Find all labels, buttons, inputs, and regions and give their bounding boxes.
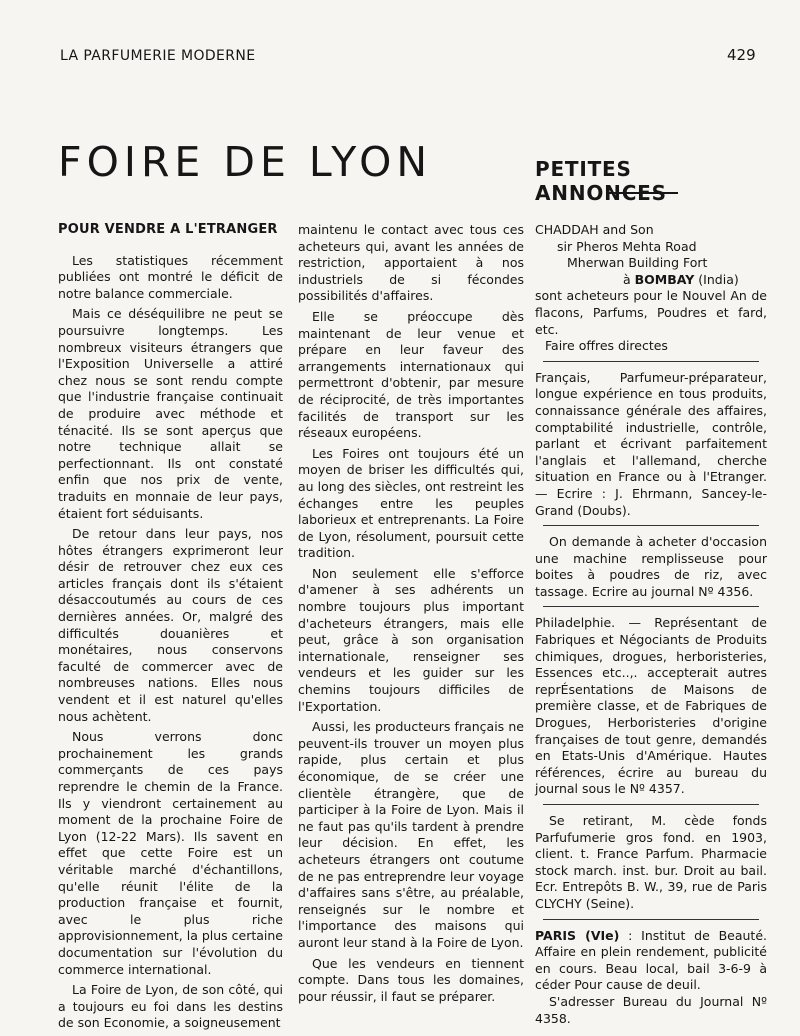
ad-philadelphie: Philadelphie. — Représentant de Fabriques et Négociants de Produits chimiques, drogues, herboristeries, Essences etc..,. accepterait autres reprÉsentations de Maisons de première classe, et de Fabriques de Drogues, Herboristeries d'origine françaises de tout genre, demandés en Etats-Unis d'Amérique. Hautes références, écrire au bureau du journal sous le Nº 4357.	[535, 615, 767, 797]
ad-chaddah	[535, 222, 767, 355]
ad-retirant: Se retirant, M. cède fonds Parfufumerie gros fond. en 1903, client. t. France Parfum. Pharmacie stock march. inst. bur. Droit au bail. Ecr. Entrepôts B. W., 39, rue de Paris CLYCHY (Seine).	[535, 813, 767, 911]
article-paragraph: De retour dans leur pays, nos hôtes étrangers exprimeront leur désir de retrouver chez eux ces articles français dont ils s'étaient désaccoutumés au cours de ces dernières années. Or, malgré des difficultés douanières et monétaires, nous conservons faculté de commercer avec de nombreuses nations. Elles nous vendent et il est naturel qu'elles nous achètent.	[58, 526, 283, 724]
article-heading: POUR VENDRE A L'ETRANGER	[58, 222, 278, 237]
article-paragraph: Que les vendeurs en tiennent compte. Dans tous les domaines, pour réussir, il faut se préparer.	[298, 955, 524, 1004]
ad-chaddah-line1: CHADDAH and Son	[535, 222, 654, 237]
article-paragraph: Les statistiques récemment publiées ont montré le déficit de notre balance commerciale.	[58, 252, 283, 301]
ad-paris	[535, 928, 767, 994]
ad-chaddah-city: BOMBAY	[634, 271, 695, 287]
page-number: 429	[727, 46, 756, 64]
ad-paris-footer: S'adresser Bureau du Journal Nº 4358.	[535, 993, 767, 1026]
main-title: FOIRE DE LYON	[58, 138, 433, 186]
ad-machine: On demande à acheter d'occasion une machine remplisseuse pour boites à poudres de riz, avec tassage. Ecrire au journal Nº 4356.	[535, 534, 767, 599]
ad-divider	[543, 804, 759, 805]
ad-francais: Français, Parfumeur-préparateur, longue expérience en tous produits, connaissance générale des affaires, comptabilité industrielle, contrôle, parlant et écrivant parfaitement l'anglais et l'allemand, cherche situation en France ou à l'Etranger. — Ecrire : J. Ehrmann, Sancey-le-Grand (Doubs).	[535, 369, 767, 518]
article-paragraph: Non seulement elle s'efforce d'amener à ses adhérents un nombre toujours plus important d'acheteurs étrangers, mais elle peut, grâce à son organisation internationale, renseigner ses vendeurs et les guider sur les chemins toujours difficiles de l'Exportation.	[298, 565, 524, 714]
article-paragraph: Nous verrons donc prochainement les grands commerçants de ces pays reprendre le chemin de la France. Ils y viendront certainement au moment de la prochaine Foire de Lyon (12-22 Mars). Ils savent en effet que cette Foire est un véritable marché d'échantillons, qu'elle réunit l'élite de la production française et fournit, avec le plus riche approvisionnement, la plus certaine documentation sur l'évolution du commerce international.	[58, 729, 283, 977]
article-column-1	[58, 222, 283, 1036]
article-paragraph: Mais ce déséquilibre ne peut se poursuivre longtemps. Les nombreux visiteurs étrangers que l'Exposition Universelle a attiré chez nous se sont rendu compte que l'industrie française continuait de produire avec méthode et ténacité. Ils se sont aperçus que notre technique allait se perfectionnant. Ils ont constaté enfin que nos prix de vente, traduits en monnaie de leur pays, étaient fort séduisants.	[58, 306, 283, 521]
title-rule	[608, 192, 678, 194]
article-paragraph: maintenu le contact avec tous ces acheteurs qui, avant les années de restriction, apportaient à nos industriels de si fécondes possibilités d'affaires.	[298, 222, 524, 304]
ad-divider	[543, 361, 759, 362]
ad-chaddah-footer: Faire offres directes	[545, 338, 668, 354]
article-paragraph: Elle se préoccupe dès maintenant de leur venue et prépare en leur faveur des arrangements internationaux qui permettront d'obtenir, par mesure de réciprocité, de très importantes facilités de transport sur les réseaux européens.	[298, 308, 524, 441]
article-paragraph: Aussi, les producteurs français ne peuvent-ils trouver un moyen plus rapide, plus certain et plus économique, de se créer une clientèle étrangère, que de participer à la Foire de Lyon. Mais il ne faut pas qu'ils tardent à prendre leur décision. En effet, les acheteurs étrangers ont coutume de ne pas entreprendre leur voyage d'affaires sans s'être, au préalable, renseignés sur le nombre et l'importance des maisons qui auront leur stand à la Foire de Lyon.	[298, 719, 524, 950]
ad-chaddah-line3: Mherwan Building Fort	[567, 255, 708, 271]
article-paragraph: La Foire de Lyon, de son côté, qui a toujours eu foi dans les destins de son Economie, a soigneusement	[58, 982, 283, 1031]
ad-divider	[543, 919, 759, 920]
classifieds-column	[535, 222, 767, 1027]
ad-chaddah-body: sont acheteurs pour le Nouvel An de flacons, Parfums, Poudres et fard, etc.	[535, 288, 767, 337]
article-column-2	[298, 222, 524, 1009]
ad-chaddah-line2: sir Pheros Mehta Road	[557, 238, 697, 254]
ad-paris-text: : Institut de Beauté. Affaire en plein rendement, publicité en cours. Beau local, bail 3-6-9 à céder Pour cause de deuil.	[535, 927, 767, 993]
journal-running-head: LA PARFUMERIE MODERNE	[60, 48, 256, 64]
classifieds-title: PETITES ANNONCES	[535, 157, 667, 205]
ad-divider	[543, 606, 759, 607]
ad-chaddah-country: (India)	[698, 271, 739, 287]
ad-paris-lead: PARIS (VIe)	[535, 927, 620, 943]
ad-divider	[543, 525, 759, 526]
article-paragraph: Les Foires ont toujours été un moyen de briser les difficultés qui, au long des siècles, ont restreint les échanges entre les peuples laborieux et entreprenants. La Foire de Lyon, résolument, poursuit cette tradition.	[298, 445, 524, 561]
ad-chaddah-city-line	[535, 272, 767, 289]
ad-chaddah-prefix: à	[623, 271, 631, 287]
